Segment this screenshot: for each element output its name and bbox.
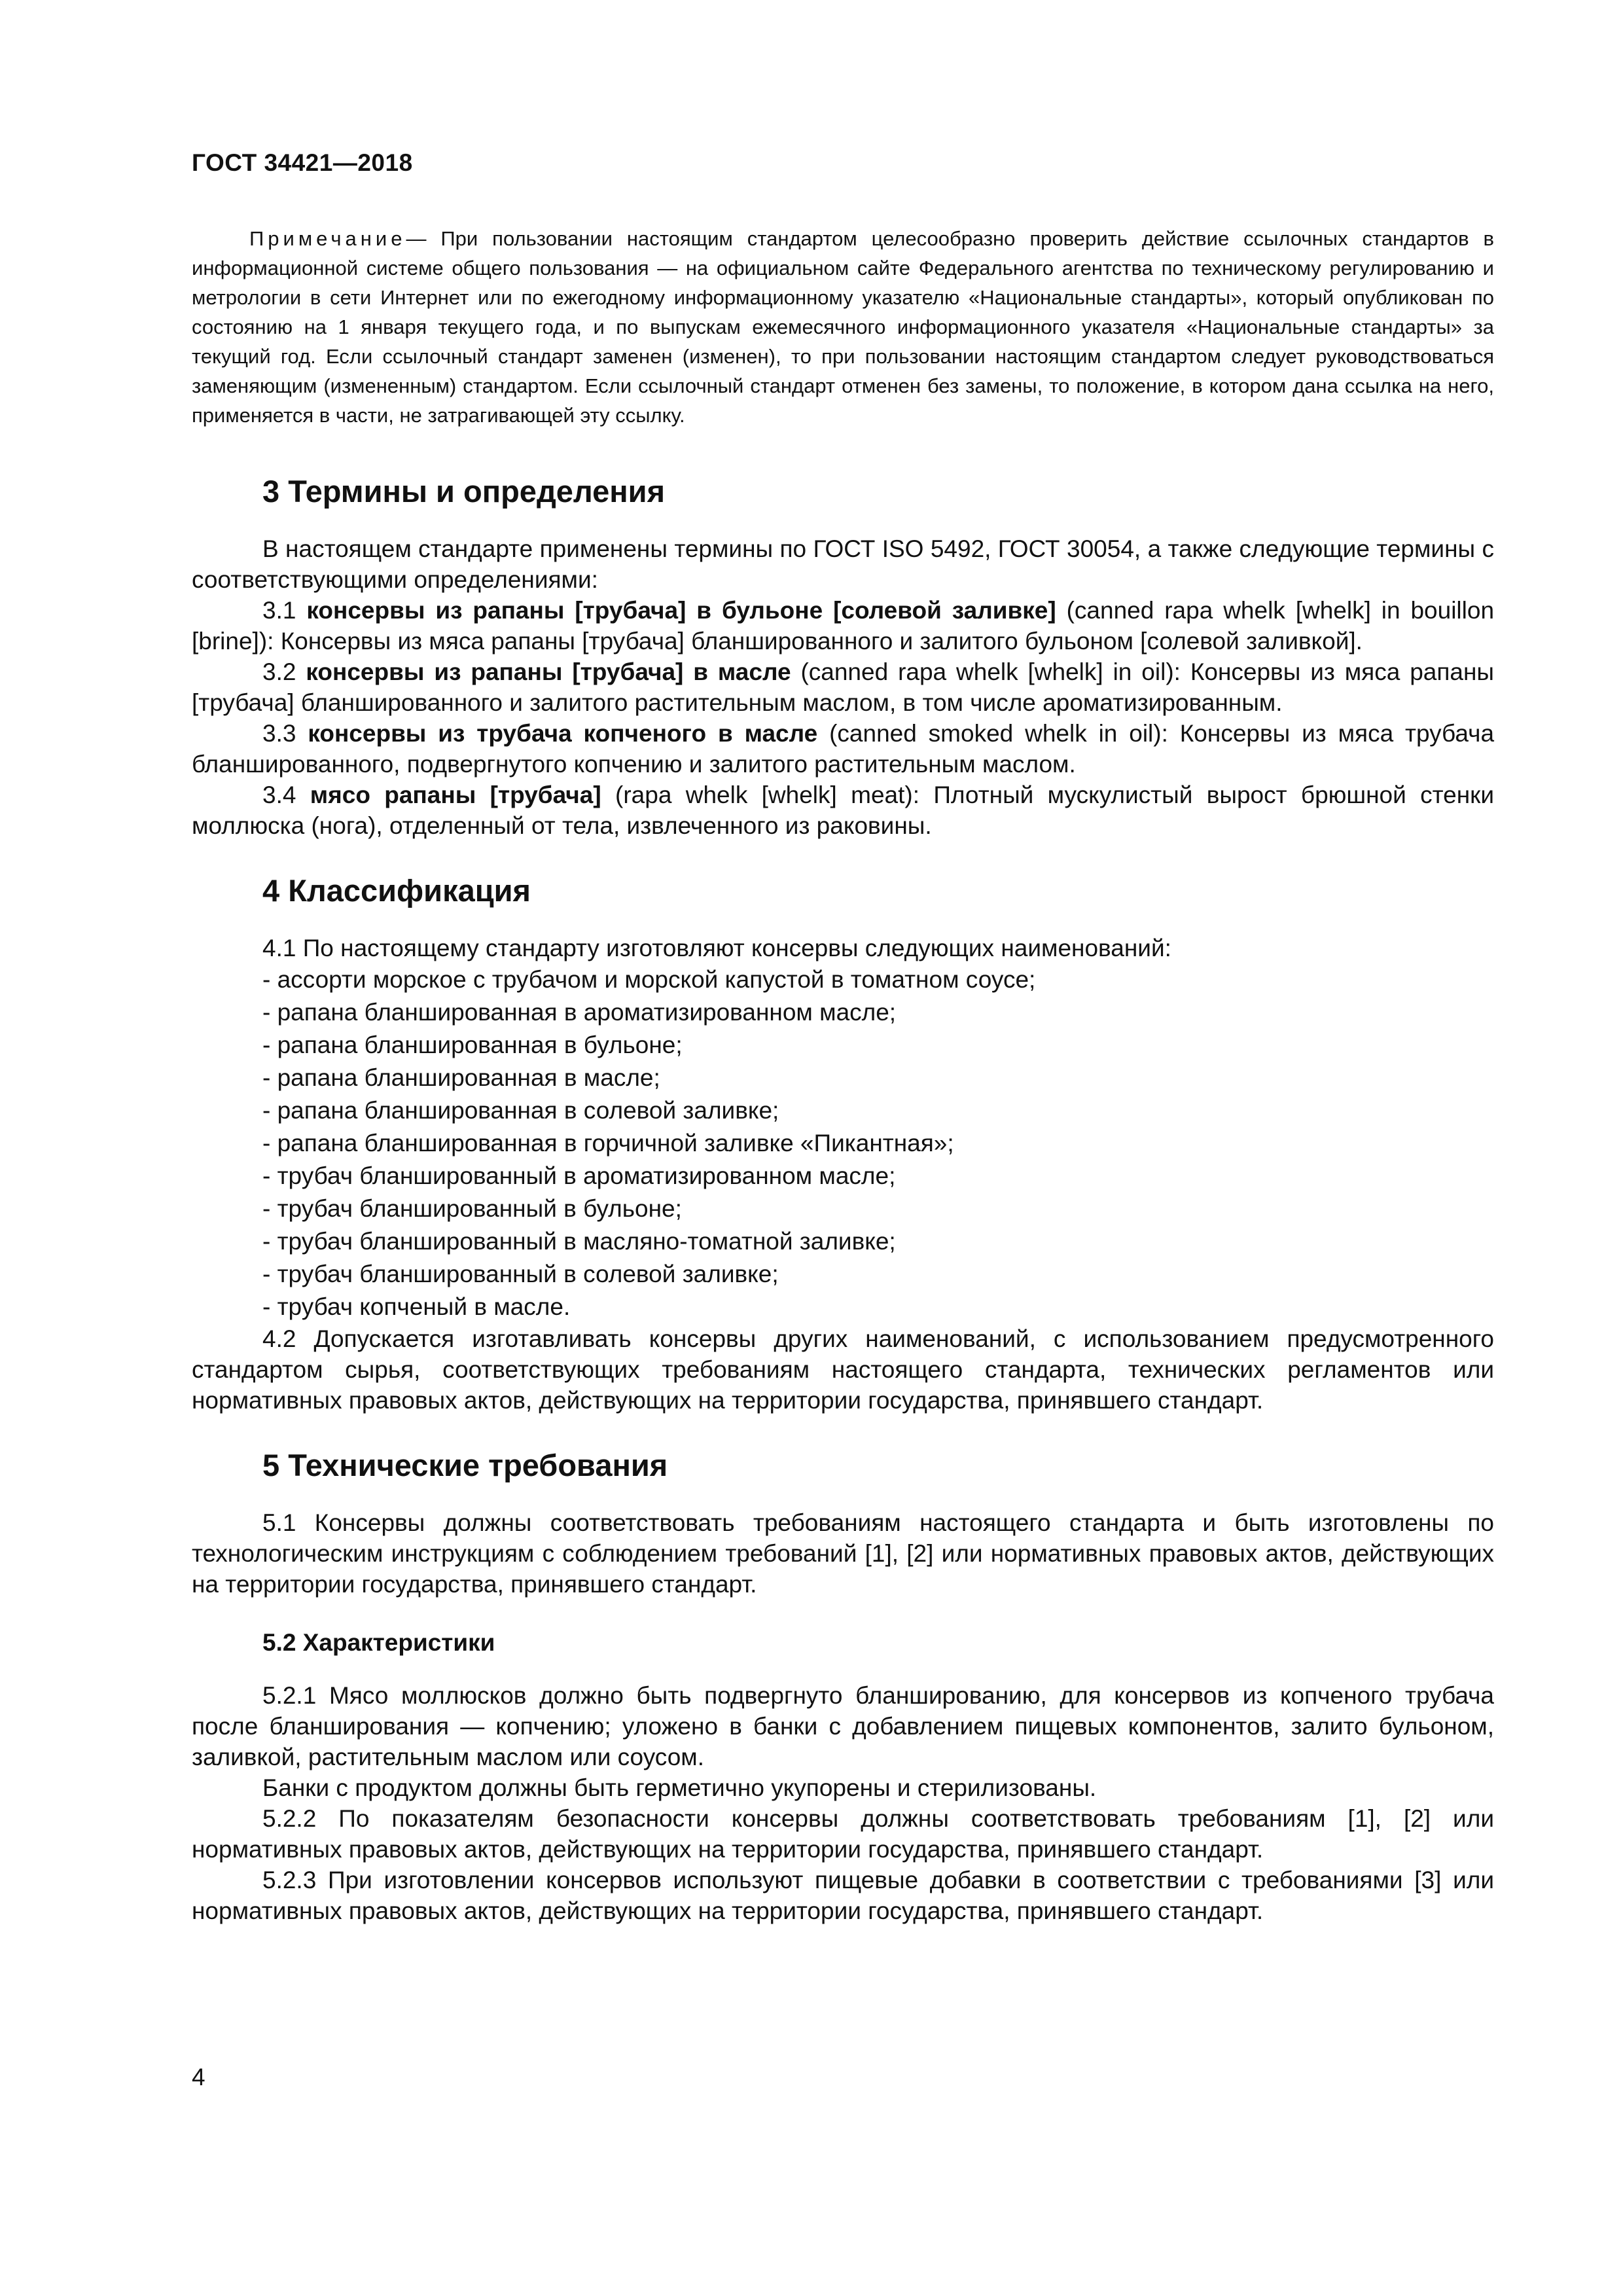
- clause-4-2: 4.2 Допускается изготавливать консервы других наименований, с использованием предусмотренного стандартом сырья, соответствующих требованиям настоящего стандарта, технических регламентов или нормативных правовых актов, действующих на территории государства, принявшего стандарт.: [192, 1325, 1494, 1414]
- note-label: Примечание: [249, 227, 406, 250]
- page-number: 4: [192, 2064, 205, 2090]
- note-paragraph: [192, 224, 1494, 430]
- subsection-5-2-heading: 5.2 Характеристики: [262, 1629, 495, 1656]
- list-item: - рапана бланшированная в солевой заливке;: [262, 1097, 779, 1124]
- term-3-3-definition: (canned smoked whelk in oil): Консервы из мяса трубача бланшированного, подвергнутого копчению и залитого растительным маслом.: [192, 720, 1495, 778]
- clause-4-1: 4.1 По настоящему стандарту изготовляют консервы следующих наименований:: [262, 935, 1171, 961]
- section-4-heading: 4 Классификация: [262, 873, 531, 908]
- term-3-1-definition: (canned rapa whelk [whelk] in bouillon [brine]): Консервы из мяса рапаны [трубача] бланшированного и залитого бульоном [солевой заливкой].: [192, 597, 1495, 655]
- section-3-intro: В настоящем стандарте применены термины по ГОСТ ISO 5492, ГОСТ 30054, а также следующие термины с соответствующими определениями:: [192, 535, 1494, 593]
- list-item: - трубач копченый в масле.: [262, 1293, 571, 1320]
- term-3-2: 3.2 консервы из рапаны [трубача] в масле (canned rapa whelk [whelk] in oil): Консервы из мяса рапаны [трубача] бланшированного и залитого растительным маслом, в том числе ароматизированным.: [192, 658, 1494, 716]
- term-3-4-title: мясо рапаны [трубача]: [310, 781, 601, 808]
- list-item: - ассорти морское с трубачом и морской капустой в томатном соусе;: [262, 966, 1036, 993]
- clause-5-2-1: 5.2.1 Мясо моллюсков должно быть подвергнуто бланшированию, для консервов из копченого трубача после бланширования — копчению; уложено в банки с добавлением пищевых компонентов, залито бульоном, заливкой, растительным маслом или соусом.: [192, 1682, 1494, 1770]
- term-3-2-definition: (canned rapa whelk [whelk] in oil): Консервы из мяса рапаны [трубача] бланшированного и залитого растительным маслом, в том числе ароматизированным.: [192, 658, 1494, 716]
- term-3-4-definition: (rapa whelk [whelk] meat): Плотный мускулистый вырост брюшной стенки моллюска (нога), отделенный от тела, извлеченного из раковины.: [192, 781, 1495, 839]
- term-3-3-title: консервы из трубача копченого в масле: [308, 720, 818, 747]
- clause-5-2-2: 5.2.2 По показателям безопасности консервы должны соответствовать требованиям [1], [2] или нормативных правовых актов, действующих на территории государства, принявшего стандарт.: [192, 1805, 1494, 1863]
- note-text: — При пользовании настоящим стандартом целесообразно проверить действие ссылочных стандартов в информационной системе общего пользования — на официальном сайте Федерального агентства по техническому регулированию и метрологии в сети Интернет или по ежегодному информационному указателю «Национальные стандарты», который опубликован по состоянию на 1 января текущего года, и по выпускам ежемесячного информационного указателя «Национальные стандарты» за текущий год. Если ссылочный стандарт заменен (изменен), то при пользовании настоящим стандартом следует руководствоваться заменяющим (измененным) стандартом. Если ссылочный стандарт отменен без замены, то положение, в котором дана ссылка на него, применяется в части, не затрагивающей эту ссылку.: [192, 227, 1494, 427]
- list-item: - рапана бланшированная в горчичной заливке «Пикантная»;: [262, 1130, 954, 1157]
- list-item: - трубач бланшированный в солевой заливке;: [262, 1261, 779, 1287]
- clause-5-2-1-continued: Банки с продуктом должны быть герметично укупорены и стерилизованы.: [262, 1774, 1097, 1801]
- term-3-2-title: консервы из рапаны [трубача] в масле: [306, 658, 791, 685]
- term-3-3: 3.3 консервы из трубача копченого в масле (canned smoked whelk in oil): Консервы из мяса трубача бланшированного, подвергнутого копчению и залитого растительным маслом.: [192, 720, 1495, 778]
- section-3-heading: 3 Термины и определения: [262, 474, 665, 509]
- list-item: - рапана бланшированная в бульоне;: [262, 1031, 683, 1058]
- term-3-4: 3.4 мясо рапаны [трубача] (rapa whelk [whelk] meat): Плотный мускулистый вырост брюшной стенки моллюска (нога), отделенный от тела, извлеченного из раковины.: [192, 781, 1495, 839]
- list-item: - трубач бланшированный в бульоне;: [262, 1195, 682, 1222]
- list-item: - трубач бланшированный в масляно-томатной заливке;: [262, 1228, 896, 1255]
- list-item: - трубач бланшированный в ароматизированном масле;: [262, 1162, 896, 1189]
- standard-header: ГОСТ 34421—2018: [192, 149, 413, 176]
- term-3-1: 3.1 консервы из рапаны [трубача] в бульоне [солевой заливке] (canned rapa whelk [whelk] in bouillon [brine]): Консервы из мяса рапаны [трубача] бланшированного и залитого бульоном [солевой заливкой].: [192, 597, 1495, 655]
- list-item: - рапана бланшированная в масле;: [262, 1064, 660, 1091]
- term-3-1-title: консервы из рапаны [трубача] в бульоне [солевой заливке]: [306, 597, 1056, 624]
- list-item: - рапана бланшированная в ароматизированном масле;: [262, 999, 897, 1026]
- page-content: [192, 224, 1494, 1926]
- product-list: [192, 963, 1494, 1323]
- section-5-heading: 5 Технические требования: [262, 1448, 668, 1482]
- clause-5-2-3: 5.2.3 При изготовлении консервов используют пищевые добавки в соответствии с требованиями [3] или нормативных правовых актов, действующих на территории государства, принявшего стандарт.: [192, 1867, 1494, 1924]
- clause-5-1: 5.1 Консервы должны соответствовать требованиям настоящего стандарта и быть изготовлены по технологическим инструкциям с соблюдением требований [1], [2] или нормативных правовых актов, действующих на территории государства, принявшего стандарт.: [192, 1509, 1494, 1598]
